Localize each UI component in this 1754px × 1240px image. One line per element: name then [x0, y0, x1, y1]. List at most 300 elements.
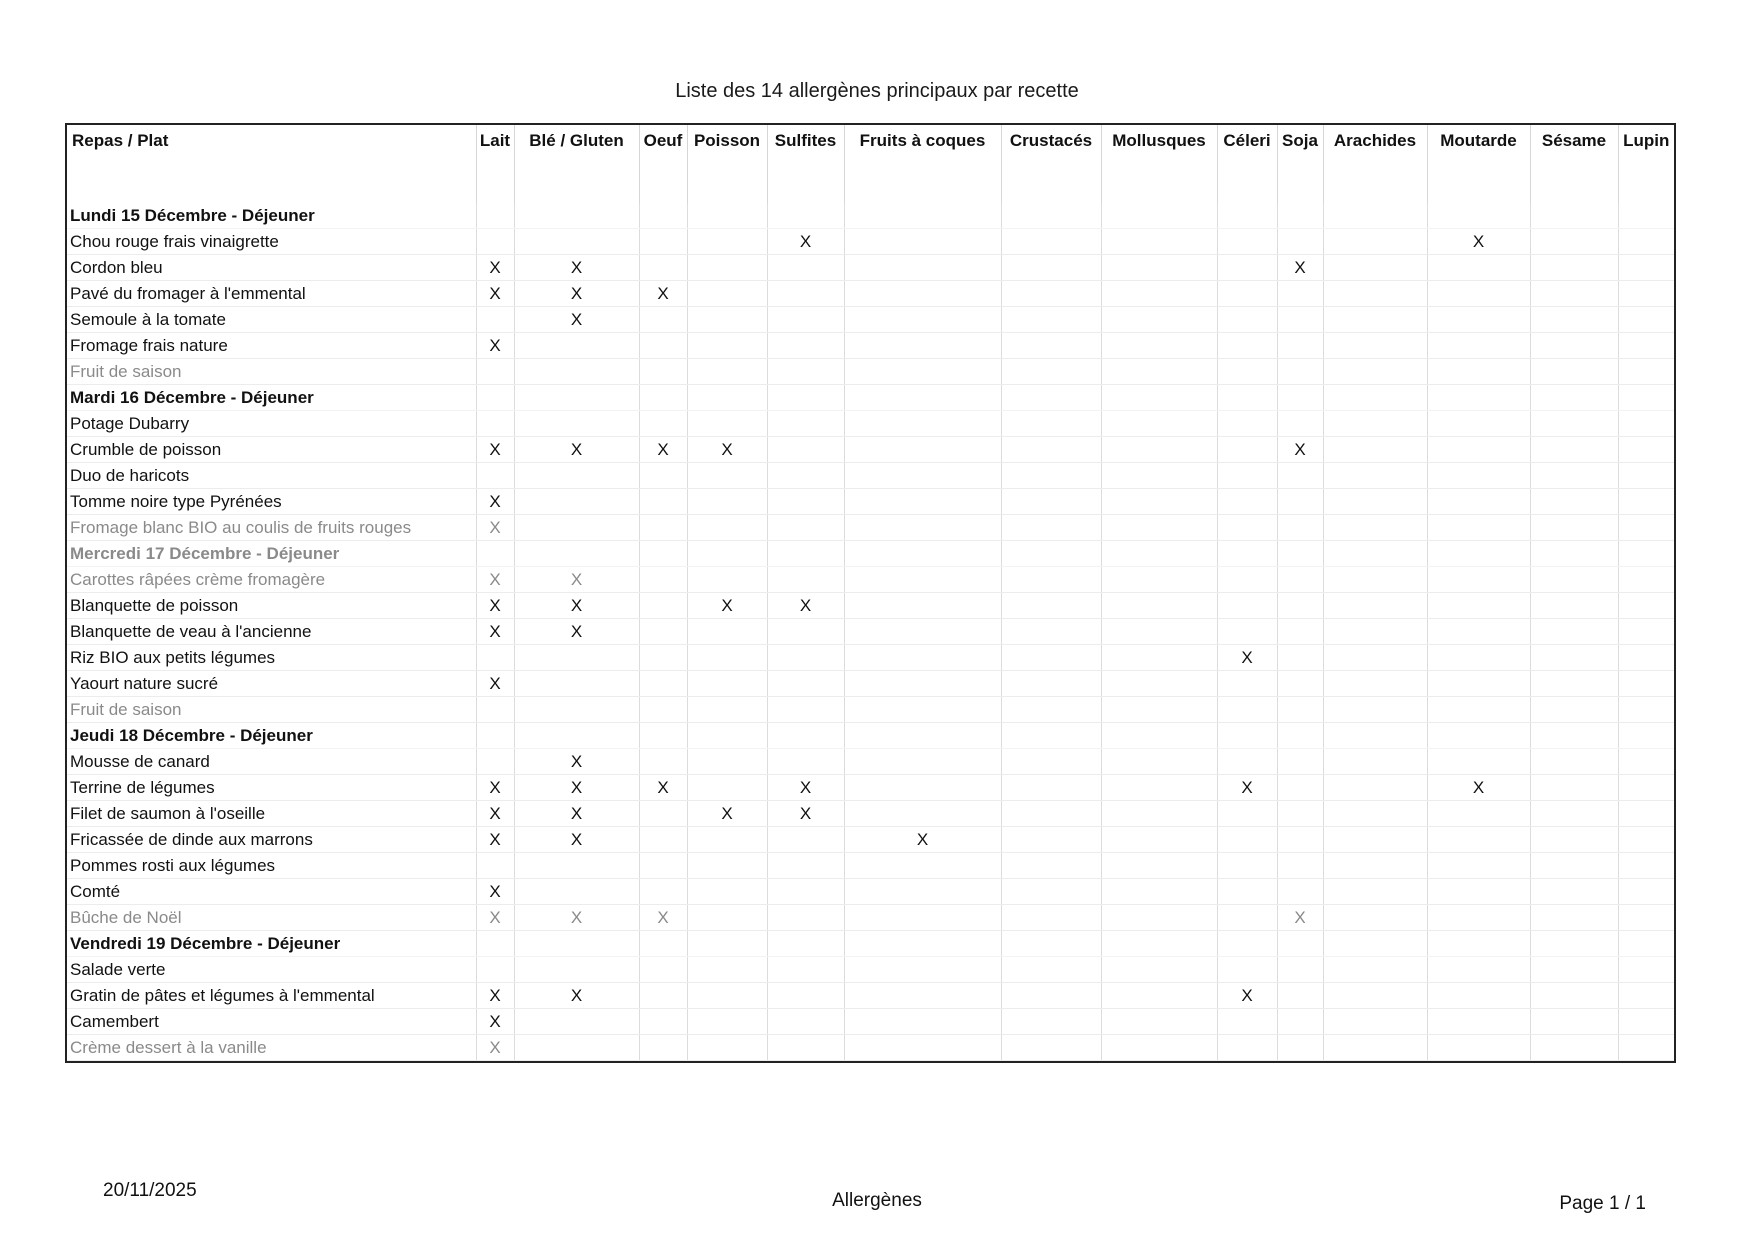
allergen-cell [1427, 619, 1530, 645]
allergen-cell [1101, 385, 1217, 411]
allergen-cell [639, 645, 687, 671]
allergen-cell: X [514, 619, 639, 645]
allergen-cell [476, 359, 514, 385]
day-label: Jeudi 18 Décembre - Déjeuner [67, 723, 476, 749]
allergen-cell [687, 489, 767, 515]
allergen-cell [639, 827, 687, 853]
allergen-cell [844, 541, 1001, 567]
allergen-cell [514, 229, 639, 255]
table-row [67, 879, 1674, 905]
table-row [67, 333, 1674, 359]
allergen-cell: X [1427, 775, 1530, 801]
allergen-cell [844, 203, 1001, 229]
allergen-cell [1323, 931, 1427, 957]
allergen-cell [639, 931, 687, 957]
allergen-cell: X [476, 281, 514, 307]
allergen-cell [767, 749, 844, 775]
allergen-cell [476, 645, 514, 671]
table-row [67, 593, 1674, 619]
allergen-cell [767, 983, 844, 1009]
allergen-cell [1530, 801, 1618, 827]
table-row [67, 307, 1674, 333]
allergen-cell [1323, 255, 1427, 281]
allergen-cell [1101, 931, 1217, 957]
allergen-cell [639, 255, 687, 281]
allergen-cell [1277, 619, 1323, 645]
allergen-cell [1101, 697, 1217, 723]
allergen-cell [639, 983, 687, 1009]
allergen-cell [514, 723, 639, 749]
table-row [67, 801, 1674, 827]
allergen-cell [1001, 957, 1101, 983]
allergen-cell [1277, 463, 1323, 489]
allergen-cell [514, 1009, 639, 1035]
allergen-cell [514, 515, 639, 541]
allergen-cell [1618, 775, 1674, 801]
allergen-cell: X [514, 905, 639, 931]
column-header: Lait [476, 125, 514, 203]
dish-name: Fruit de saison [67, 359, 476, 385]
allergen-cell [1530, 697, 1618, 723]
allergen-cell [1001, 359, 1101, 385]
allergen-cell [1001, 801, 1101, 827]
allergen-cell [844, 437, 1001, 463]
allergen-cell [1323, 723, 1427, 749]
allergen-cell [1277, 827, 1323, 853]
allergen-cell [1530, 385, 1618, 411]
allergen-cell [1101, 333, 1217, 359]
allergen-cell: X [687, 437, 767, 463]
allergen-cell [767, 437, 844, 463]
allergen-cell [1101, 879, 1217, 905]
column-header: Blé / Gluten [514, 125, 639, 203]
allergen-cell [1277, 957, 1323, 983]
allergen-cell: X [514, 775, 639, 801]
column-header: Arachides [1323, 125, 1427, 203]
allergen-cell [1618, 411, 1674, 437]
allergen-cell [1427, 931, 1530, 957]
allergen-cell [1530, 489, 1618, 515]
allergen-cell [1001, 983, 1101, 1009]
allergen-cell: X [1217, 645, 1277, 671]
table-row [67, 515, 1674, 541]
allergen-cell: X [476, 567, 514, 593]
dish-name: Blanquette de poisson [67, 593, 476, 619]
allergen-cell: X [1217, 983, 1277, 1009]
allergen-cell [1323, 853, 1427, 879]
allergen-cell [687, 645, 767, 671]
allergen-cell [1101, 801, 1217, 827]
allergen-cell: X [639, 775, 687, 801]
column-header: Céleri [1217, 125, 1277, 203]
allergen-cell [1618, 801, 1674, 827]
allergen-cell [514, 697, 639, 723]
dish-name: Pavé du fromager à l'emmental [67, 281, 476, 307]
allergen-cell: X [476, 489, 514, 515]
table-row [67, 619, 1674, 645]
dish-name: Yaourt nature sucré [67, 671, 476, 697]
allergen-cell [1001, 281, 1101, 307]
allergen-cell [1530, 229, 1618, 255]
table-row [67, 229, 1674, 255]
allergen-cell [1101, 775, 1217, 801]
allergen-cell: X [476, 515, 514, 541]
allergen-cell: X [476, 671, 514, 697]
allergen-cell [1618, 749, 1674, 775]
allergen-cell [767, 541, 844, 567]
allergen-cell: X [514, 827, 639, 853]
dish-name: Fromage frais nature [67, 333, 476, 359]
allergen-cell [1530, 515, 1618, 541]
allergen-cell [687, 229, 767, 255]
allergen-cell [1427, 567, 1530, 593]
allergen-cell [687, 255, 767, 281]
allergen-cell [844, 463, 1001, 489]
allergen-cell [639, 671, 687, 697]
allergen-cell [1217, 957, 1277, 983]
table-body [67, 203, 1674, 1061]
allergen-cell [844, 697, 1001, 723]
allergen-cell [1217, 359, 1277, 385]
allergen-cell [1618, 619, 1674, 645]
allergen-cell [1101, 515, 1217, 541]
allergen-cell: X [687, 593, 767, 619]
allergen-cell [844, 957, 1001, 983]
allergen-cell [1277, 541, 1323, 567]
allergen-cell [844, 359, 1001, 385]
allergen-cell [1323, 593, 1427, 619]
allergen-cell [844, 671, 1001, 697]
allergen-table-frame [65, 123, 1676, 1063]
allergen-cell [1618, 905, 1674, 931]
allergen-cell [1001, 229, 1101, 255]
allergen-cell [1618, 281, 1674, 307]
allergen-cell [1217, 385, 1277, 411]
allergen-cell [639, 229, 687, 255]
allergen-cell: X [767, 775, 844, 801]
allergen-cell: X [1277, 255, 1323, 281]
table-row [67, 645, 1674, 671]
allergen-cell [1530, 619, 1618, 645]
allergen-cell [767, 255, 844, 281]
column-header: Soja [1277, 125, 1323, 203]
allergen-cell [767, 645, 844, 671]
allergen-cell [1001, 671, 1101, 697]
allergen-cell [1427, 1035, 1530, 1061]
table-row [67, 853, 1674, 879]
allergen-cell: X [514, 593, 639, 619]
allergen-cell: X [476, 1009, 514, 1035]
allergen-cell [1001, 853, 1101, 879]
allergen-cell [1618, 723, 1674, 749]
allergen-cell [1530, 879, 1618, 905]
footer-title: Allergènes [832, 1190, 922, 1211]
allergen-cell [767, 697, 844, 723]
allergen-cell [844, 619, 1001, 645]
allergen-cell [639, 541, 687, 567]
allergen-cell: X [1217, 775, 1277, 801]
allergen-cell: X [514, 567, 639, 593]
allergen-cell [476, 723, 514, 749]
allergen-cell [844, 801, 1001, 827]
allergen-cell [1217, 255, 1277, 281]
allergen-cell [1217, 723, 1277, 749]
allergen-cell [1001, 411, 1101, 437]
allergen-cell [844, 879, 1001, 905]
allergen-cell [1323, 229, 1427, 255]
allergen-cell [1001, 775, 1101, 801]
allergen-cell [1001, 515, 1101, 541]
allergen-cell: X [476, 827, 514, 853]
allergen-cell [844, 645, 1001, 671]
column-header: Poisson [687, 125, 767, 203]
allergen-cell [1101, 983, 1217, 1009]
allergen-cell [1618, 333, 1674, 359]
allergen-cell [1101, 723, 1217, 749]
allergen-cell [687, 281, 767, 307]
allergen-cell [1618, 983, 1674, 1009]
allergen-cell [1217, 203, 1277, 229]
table-row [67, 749, 1674, 775]
allergen-cell [687, 307, 767, 333]
dish-name: Fricassée de dinde aux marrons [67, 827, 476, 853]
allergen-cell [639, 515, 687, 541]
allergen-cell [1427, 983, 1530, 1009]
allergen-cell [1427, 957, 1530, 983]
allergen-cell [514, 463, 639, 489]
allergen-cell [1323, 463, 1427, 489]
allergen-cell [687, 567, 767, 593]
table-row [67, 983, 1674, 1009]
allergen-cell [1323, 1009, 1427, 1035]
allergen-cell [639, 619, 687, 645]
allergen-cell [1427, 749, 1530, 775]
dish-name: Riz BIO aux petits légumes [67, 645, 476, 671]
allergen-cell [687, 515, 767, 541]
allergen-cell [687, 853, 767, 879]
allergen-cell [687, 983, 767, 1009]
allergen-cell [767, 671, 844, 697]
allergen-cell [1427, 801, 1530, 827]
allergen-cell [1530, 333, 1618, 359]
allergen-cell [1618, 489, 1674, 515]
allergen-cell [1427, 281, 1530, 307]
allergen-cell [1427, 645, 1530, 671]
allergen-cell [687, 411, 767, 437]
allergen-cell [1277, 931, 1323, 957]
allergen-cell [1618, 593, 1674, 619]
allergen-cell [1217, 593, 1277, 619]
allergen-cell [1101, 463, 1217, 489]
allergen-cell [476, 203, 514, 229]
allergen-cell [1530, 645, 1618, 671]
day-header-row [67, 931, 1674, 957]
allergen-cell [1530, 1009, 1618, 1035]
allergen-cell [639, 1009, 687, 1035]
allergen-cell [1530, 437, 1618, 463]
allergen-cell [1277, 879, 1323, 905]
dish-name: Fruit de saison [67, 697, 476, 723]
allergen-cell [1618, 1035, 1674, 1061]
allergen-cell: X [514, 255, 639, 281]
allergen-cell [767, 853, 844, 879]
allergen-cell [514, 411, 639, 437]
allergen-cell [844, 333, 1001, 359]
allergen-cell [639, 879, 687, 905]
day-header-row [67, 541, 1674, 567]
table-row [67, 671, 1674, 697]
allergen-cell [844, 905, 1001, 931]
allergen-cell: X [476, 905, 514, 931]
allergen-cell [1427, 905, 1530, 931]
allergen-cell [1001, 931, 1101, 957]
dish-name: Crème dessert à la vanille [67, 1035, 476, 1061]
allergen-cell [476, 541, 514, 567]
allergen-cell [1001, 879, 1101, 905]
dish-name: Semoule à la tomate [67, 307, 476, 333]
allergen-cell [1323, 489, 1427, 515]
allergen-cell [687, 1035, 767, 1061]
allergen-cell [844, 931, 1001, 957]
allergen-cell: X [476, 437, 514, 463]
allergen-cell [767, 333, 844, 359]
allergen-cell [844, 229, 1001, 255]
allergen-cell [1001, 385, 1101, 411]
allergen-cell [1323, 541, 1427, 567]
allergen-cell [1217, 463, 1277, 489]
allergen-cell [687, 671, 767, 697]
allergen-cell [1427, 255, 1530, 281]
allergen-cell: X [476, 593, 514, 619]
allergen-cell [1101, 567, 1217, 593]
allergen-cell [1323, 1035, 1427, 1061]
day-label: Mercredi 17 Décembre - Déjeuner [67, 541, 476, 567]
allergen-cell [1217, 307, 1277, 333]
allergen-cell [767, 905, 844, 931]
allergen-cell: X [476, 255, 514, 281]
allergen-cell [1427, 541, 1530, 567]
table-row [67, 281, 1674, 307]
allergen-cell [844, 1009, 1001, 1035]
allergen-cell [1217, 853, 1277, 879]
allergen-cell [1277, 593, 1323, 619]
allergen-cell [1277, 723, 1323, 749]
allergen-cell [1618, 307, 1674, 333]
allergen-cell [1217, 333, 1277, 359]
allergen-cell [767, 957, 844, 983]
allergen-cell [639, 957, 687, 983]
allergen-cell [1530, 203, 1618, 229]
allergen-cell [1323, 359, 1427, 385]
allergen-cell [1427, 671, 1530, 697]
allergen-cell [844, 567, 1001, 593]
table-row [67, 463, 1674, 489]
allergen-cell [1277, 697, 1323, 723]
footer-date: 20/11/2025 [103, 1180, 197, 1201]
allergen-cell: X [514, 983, 639, 1009]
allergen-cell [687, 385, 767, 411]
allergen-cell [476, 307, 514, 333]
allergen-cell [1427, 853, 1530, 879]
allergen-cell [639, 411, 687, 437]
allergen-cell [1001, 333, 1101, 359]
allergen-cell [1427, 333, 1530, 359]
day-label: Lundi 15 Décembre - Déjeuner [67, 203, 476, 229]
allergen-cell [1101, 203, 1217, 229]
allergen-cell [639, 359, 687, 385]
allergen-cell [687, 203, 767, 229]
allergen-cell [1427, 307, 1530, 333]
header-row [67, 125, 1674, 203]
allergen-cell [687, 931, 767, 957]
allergen-cell: X [687, 801, 767, 827]
allergen-cell [1530, 463, 1618, 489]
allergen-cell [1618, 229, 1674, 255]
day-label: Vendredi 19 Décembre - Déjeuner [67, 931, 476, 957]
allergen-cell [1323, 619, 1427, 645]
allergen-cell [1277, 671, 1323, 697]
table-row [67, 411, 1674, 437]
allergen-cell [1277, 411, 1323, 437]
allergen-cell [639, 697, 687, 723]
allergen-cell [1618, 203, 1674, 229]
allergen-cell [844, 385, 1001, 411]
allergen-cell [639, 203, 687, 229]
allergen-cell [1618, 255, 1674, 281]
allergen-cell [1530, 411, 1618, 437]
table-row [67, 437, 1674, 463]
allergen-cell [1323, 697, 1427, 723]
allergen-cell [1217, 749, 1277, 775]
allergen-cell [1618, 567, 1674, 593]
allergen-cell [514, 645, 639, 671]
allergen-cell [1277, 801, 1323, 827]
allergen-cell [687, 619, 767, 645]
column-header: Crustacés [1001, 125, 1101, 203]
allergen-cell [1530, 931, 1618, 957]
allergen-cell [767, 515, 844, 541]
allergen-cell [1530, 255, 1618, 281]
allergen-cell [687, 957, 767, 983]
allergen-cell [1323, 281, 1427, 307]
allergen-cell [1217, 879, 1277, 905]
allergen-cell [639, 723, 687, 749]
allergen-cell [1427, 593, 1530, 619]
allergen-cell [1217, 1035, 1277, 1061]
allergen-cell [1001, 593, 1101, 619]
allergen-cell [1277, 749, 1323, 775]
allergen-cell [1618, 541, 1674, 567]
allergen-cell [1530, 749, 1618, 775]
allergen-cell [1277, 281, 1323, 307]
allergen-cell [687, 775, 767, 801]
allergen-cell [844, 593, 1001, 619]
allergen-cell [687, 723, 767, 749]
allergen-cell [1323, 983, 1427, 1009]
allergen-cell [1001, 1009, 1101, 1035]
allergen-cell: X [476, 619, 514, 645]
allergen-cell [1427, 489, 1530, 515]
allergen-cell [687, 827, 767, 853]
allergen-cell: X [476, 983, 514, 1009]
allergen-cell [476, 749, 514, 775]
allergen-cell [1618, 1009, 1674, 1035]
allergen-cell [1277, 515, 1323, 541]
dish-name: Crumble de poisson [67, 437, 476, 463]
table-row [67, 359, 1674, 385]
allergen-cell [639, 489, 687, 515]
dish-name: Carottes râpées crème fromagère [67, 567, 476, 593]
